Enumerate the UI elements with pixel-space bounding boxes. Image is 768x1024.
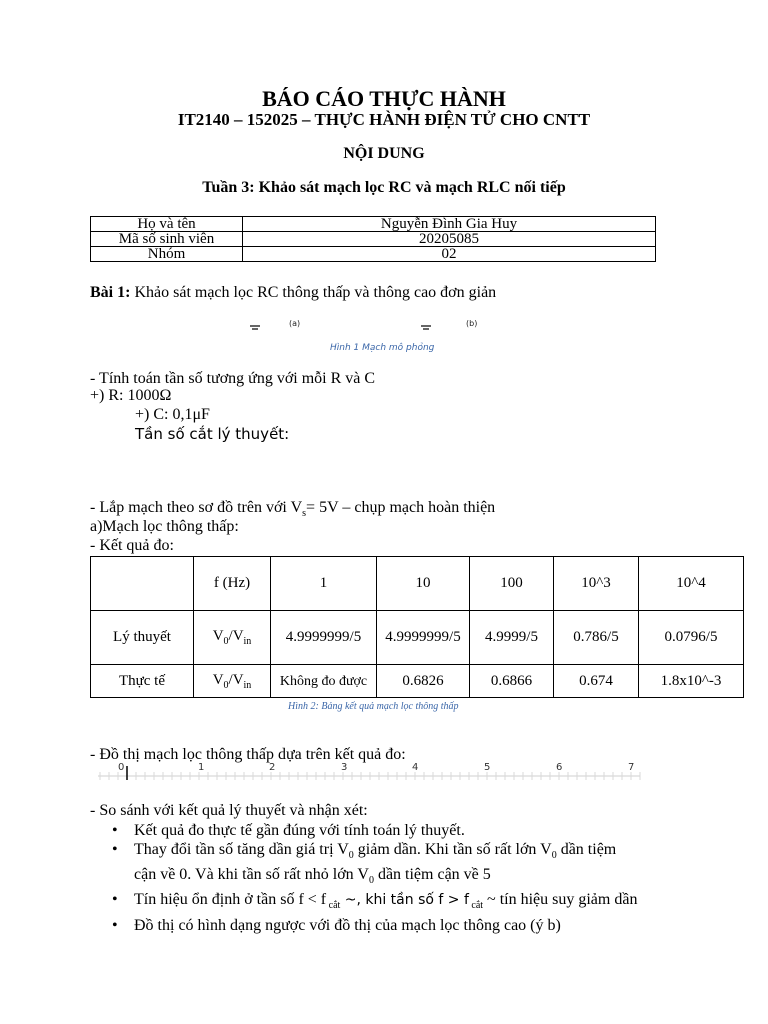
- table-row: [91, 611, 744, 665]
- table-caption: Hình 2: Bảng kết quả mạch lọc thông thấp: [288, 701, 459, 712]
- tick-label: 0: [118, 762, 125, 773]
- comment-text: ~ tín hiệu suy giảm dần: [483, 891, 638, 909]
- figure-label-a: (a): [289, 319, 301, 328]
- table-cell: 0.6826: [377, 665, 470, 698]
- table-cell: 10^3: [554, 557, 639, 611]
- tick-label: 2: [269, 762, 276, 773]
- bullet-icon: •: [112, 822, 118, 839]
- table-cell: 0.786/5: [554, 611, 639, 665]
- table-cell: [194, 611, 271, 665]
- exercise-label: Bài 1:: [90, 284, 131, 301]
- week-heading: Tuần 3: Khảo sát mạch lọc RC và mạch RLC nối tiếp: [202, 179, 566, 196]
- ground-icon: [420, 319, 432, 337]
- table-cell: Không đo được: [271, 665, 377, 698]
- table-cell: [91, 557, 194, 611]
- assembly-line-3: - Kết quả đo:: [90, 537, 174, 554]
- comment-list: [90, 821, 730, 935]
- comment-text: Đồ thị có hình dạng ngược với đồ thị của mạch lọc thông cao (ý b): [134, 916, 561, 934]
- assembly-line-2: a)Mạch lọc thông thấp:: [90, 518, 239, 535]
- comment-sub: 0: [551, 850, 557, 862]
- exercise-line: [90, 284, 496, 302]
- ratio-sub: in: [243, 636, 252, 647]
- table-cell: 100: [470, 557, 554, 611]
- comment-sub: cắt: [326, 900, 341, 912]
- comment-text: dần tiệm: [556, 841, 617, 858]
- table-cell: [194, 665, 271, 698]
- table-cell: 0.674: [554, 665, 639, 698]
- measurement-table: [90, 556, 744, 698]
- table-cell: 1.8x10^-3: [639, 665, 744, 698]
- bullet-icon: •: [112, 891, 118, 909]
- list-item: [90, 821, 730, 840]
- table-row: [91, 217, 656, 232]
- bullet-icon: •: [112, 841, 118, 858]
- table-cell: 4.9999999/5: [271, 611, 377, 665]
- tick-label: 5: [484, 762, 491, 773]
- table-cell: 10: [377, 557, 470, 611]
- tick-label: 1: [198, 762, 205, 773]
- comment-text: Kết quả đo thực tế gần đúng với tính toán lý thuyết.: [134, 822, 465, 839]
- graph-axis: [92, 760, 652, 784]
- list-item: [90, 890, 730, 915]
- calc-line-1: - Tính toán tần số tương ứng với mỗi R và C: [90, 370, 376, 387]
- table-row: [91, 557, 744, 611]
- info-value: 02: [243, 247, 656, 262]
- table-cell: 10^4: [639, 557, 744, 611]
- tick-label: 7: [628, 762, 635, 773]
- comment-text: cận về 0. Và khi tần số rất nhỏ lớn V: [134, 866, 369, 884]
- comment-text: Thay đổi tần số tăng dần giá trị V: [134, 841, 349, 858]
- course-subtitle: IT2140 – 152025 – THỰC HÀNH ĐIỆN TỬ CHO CNTT: [177, 110, 591, 129]
- tick-label: 6: [556, 762, 563, 773]
- ratio-text: V: [212, 671, 224, 688]
- table-row: [91, 232, 656, 247]
- ratio-text: /V: [228, 671, 244, 688]
- list-item: [90, 840, 730, 890]
- assembly-text-b: = 5V – chụp mạch hoàn thiện: [306, 499, 496, 516]
- axis-ruler: [92, 760, 652, 784]
- info-label: Họ và tên: [91, 217, 243, 232]
- assembly-text-a: - Lắp mạch theo sơ đồ trên với V: [90, 499, 303, 516]
- table-cell: 4.9999999/5: [377, 611, 470, 665]
- calc-line-4: Tần số cắt lý thuyết:: [135, 425, 290, 443]
- exercise-text: Khảo sát mạch lọc RC thông thấp và thông cao đơn giản: [134, 284, 497, 301]
- comment-sub: 0: [368, 875, 374, 887]
- assembly-sub: s: [302, 508, 307, 520]
- bullet-icon: •: [112, 916, 118, 934]
- tick-label: 3: [341, 762, 348, 773]
- info-label: Mã số sinh viên: [91, 232, 243, 247]
- comment-text: dần tiệm cận về 5: [373, 866, 491, 884]
- calc-line-2: +) R: 1000Ω: [90, 387, 172, 404]
- table-cell: 4.9999/5: [470, 611, 554, 665]
- figure-label-b: (b): [466, 319, 478, 328]
- tick-label: 4: [412, 762, 419, 773]
- table-cell: Lý thuyết: [91, 611, 194, 665]
- compare-line: - So sánh với kết quả lý thuyết và nhận xét:: [90, 802, 368, 819]
- list-item: [90, 916, 730, 935]
- report-title: BÁO CÁO THỰC HÀNH: [262, 86, 506, 111]
- info-value: Nguyễn Đình Gia Huy: [243, 217, 656, 232]
- comment-text: Tín hiệu ổn định ở tần số f < f: [134, 891, 327, 909]
- table-cell: 1: [271, 557, 377, 611]
- table-cell: Thực tế: [91, 665, 194, 698]
- ground-icon: [249, 319, 261, 337]
- comment-text: ~, khi tần số f > f: [340, 892, 469, 909]
- info-label: Nhóm: [91, 247, 243, 262]
- table-row: [91, 665, 744, 698]
- ratio-sub: in: [243, 679, 252, 691]
- comment-sub: 0: [348, 850, 354, 862]
- comment-text: giảm dần. Khi tần số rất lớn V: [353, 841, 552, 858]
- figure1-caption: Hình 1 Mạch mô phỏng: [330, 343, 435, 353]
- ratio-text: V: [212, 628, 224, 644]
- student-info-table: [90, 216, 656, 262]
- ratio-sub: 0: [223, 636, 229, 647]
- table-cell: f (Hz): [194, 557, 271, 611]
- info-value: 20205085: [243, 232, 656, 247]
- section-heading: NỘI DUNG: [343, 145, 425, 162]
- comment-sub: cắt: [468, 900, 484, 912]
- table-cell: 0.6866: [470, 665, 554, 698]
- table-cell: 0.0796/5: [639, 611, 744, 665]
- graph-line: - Đồ thị mạch lọc thông thấp dựa trên kết quả đo:: [90, 746, 406, 763]
- ratio-sub: 0: [223, 679, 229, 691]
- assembly-line-1: [90, 499, 495, 519]
- ratio-text: /V: [228, 628, 244, 644]
- calc-line-3: +) C: 0,1μF: [135, 406, 210, 423]
- table-row: [91, 247, 656, 262]
